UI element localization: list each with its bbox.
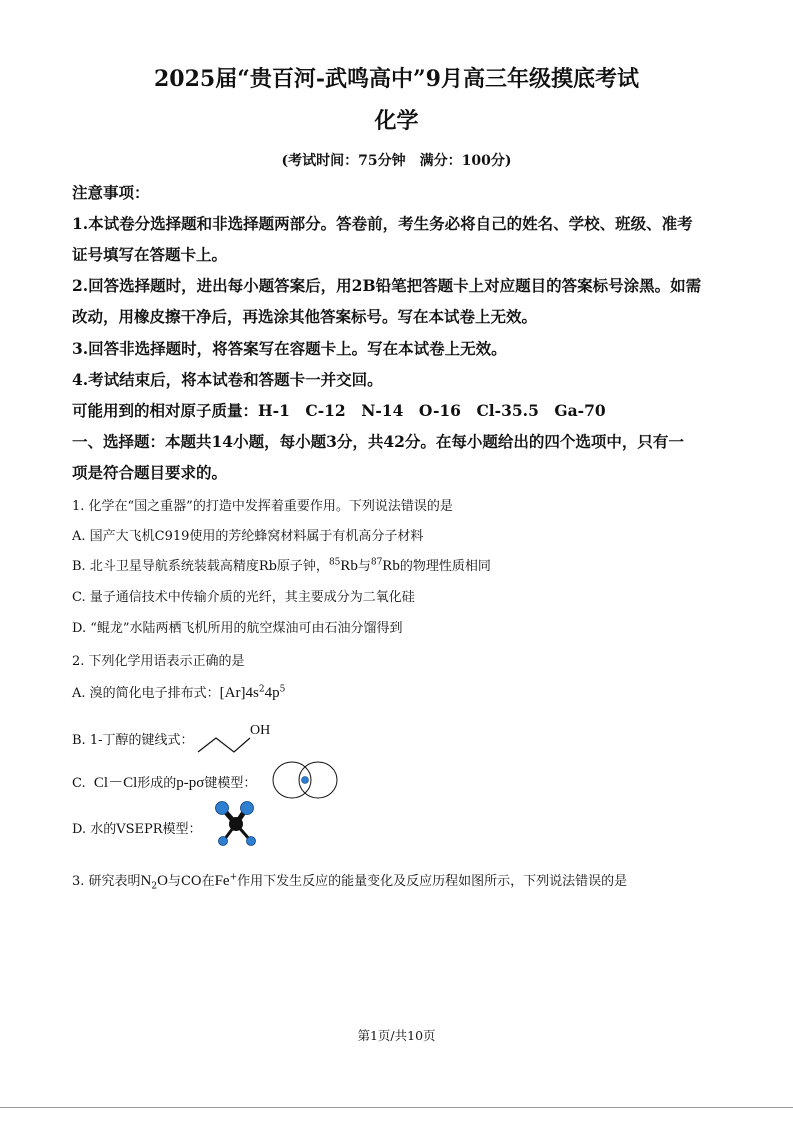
q2-option-c-mid: 形成的 xyxy=(137,776,177,791)
oxygen-atom xyxy=(229,817,243,831)
q1-element-rb-2: Rb xyxy=(382,558,400,574)
q3-stem-post: 作用下发生反应的能量变化及反应历程如图所示，下列说法错误的是 xyxy=(237,874,628,889)
q2-option-b-text: B. 1-丁醇的键线式： xyxy=(72,733,194,748)
butanol-oh-label: OH xyxy=(250,723,271,738)
q2-option-c-post: 键模型： xyxy=(204,776,257,791)
note-line-1: 1.本试卷分选择题和非选择题两部分。答卷前，考生务必将自己的姓名、学校、班级、准考 xyxy=(72,214,693,233)
q2-option-c xyxy=(72,771,256,792)
q1-option-b xyxy=(72,555,491,575)
q2-stem: 2. 下列化学用语表示正确的是 xyxy=(72,654,245,669)
q1-mass-85: 85 xyxy=(328,557,341,568)
q3-stem xyxy=(72,870,627,892)
q1-option-c: C. 量子通信技术中传输介质的光纤，其主要成分为二氧化硅 xyxy=(72,590,415,605)
note-line-5: 3.回答非选择题时，将答案写在容题卡上。写在本试卷上无效。 xyxy=(72,339,507,358)
lone-pair-lobe-2 xyxy=(241,802,254,815)
q2-config-4s: 4s xyxy=(245,685,259,701)
exam-title: 2025届“贵百河-武鸣高中”9月高三年级摸底考试 xyxy=(154,66,639,92)
hydrogen-atom-2 xyxy=(247,837,256,846)
q1-option-b-mid: 与 xyxy=(357,559,371,574)
q1-option-b-text: B. 北斗卫星导航系统装载高精度Rb原子钟， xyxy=(72,559,329,574)
q3-fe-charge: + xyxy=(229,872,238,883)
q3-n-sub: 2 xyxy=(151,881,158,892)
q3-fe: Fe xyxy=(214,873,230,889)
q2-config-4p-sup: 5 xyxy=(279,684,286,695)
q1-option-b-post: 的物理性质相同 xyxy=(399,559,491,574)
q2-config-4p: 4p xyxy=(264,685,280,701)
section-heading-line-1: 一、选择题：本题共14小题，每小题3分，共42分。在每小题给出的四个选项中，只有一 xyxy=(72,432,684,451)
subject-title: 化学 xyxy=(374,108,419,134)
q2-config-core: [Ar] xyxy=(219,685,246,701)
section-heading-line-2: 项是符合题目要求的。 xyxy=(72,463,228,482)
overlap-dot xyxy=(302,777,309,784)
atomic-mass-line: 可能用到的相对原子质量：H-1 C-12 N-14 O-16 Cl-35.5 Ga-70 xyxy=(72,401,606,420)
q1-option-d: D. “鲲龙”水陆两栖飞机所用的航空煤油可由石油分馏得到 xyxy=(72,621,403,636)
q2-option-c-label: C. xyxy=(72,776,86,791)
q2-config-4s-sup: 2 xyxy=(258,684,265,695)
q3-n: N xyxy=(140,873,152,889)
q2-option-a-text: A. 溴的简化电子排布式： xyxy=(72,686,220,701)
note-line-3: 2.回答选择题时，进出每小题答案后，用2B铅笔把答题卡上对应题目的答案标号涂黑。如需 xyxy=(72,276,702,295)
q1-option-a: A. 国产大飞机C919使用的芳纶蜂窝材料属于有机高分子材料 xyxy=(72,529,424,544)
bottom-divider xyxy=(0,1107,793,1108)
notes-heading: 注意事项： xyxy=(72,183,150,202)
q3-stem-mid: 与CO在 xyxy=(167,874,215,889)
note-line-6: 4.考试结束后，将本试卷和答题卡一并交回。 xyxy=(72,370,383,389)
hydrogen-atom-1 xyxy=(219,837,228,846)
q2-option-a xyxy=(72,682,285,702)
q2-cl-cl-formula: Cl－Cl xyxy=(93,775,138,791)
q1-element-rb-1: Rb xyxy=(340,558,358,574)
q2-bond-type: p-pσ xyxy=(176,775,205,791)
lone-pair-lobe-1 xyxy=(216,802,229,815)
q3-stem-pre: 3. 研究表明 xyxy=(72,874,141,889)
butanol-chain xyxy=(198,738,250,752)
q1-mass-87: 87 xyxy=(370,557,383,568)
q2-option-d-text: D. 水的VSEPR模型： xyxy=(72,822,202,837)
q3-o: O xyxy=(157,873,168,889)
p-p-sigma-bond-model xyxy=(272,760,338,800)
exam-meta: (考试时间：75分钟 满分：100分) xyxy=(281,153,512,169)
note-line-4: 改动，用橡皮擦干净后，再选涂其他答案标号。写在本试卷上无效。 xyxy=(72,307,538,326)
water-vsepr-model xyxy=(210,802,262,850)
note-line-2: 证号填写在答题卡上。 xyxy=(72,245,228,264)
page-footer: 第1页/共10页 xyxy=(357,1028,436,1043)
q1-stem: 1. 化学在“国之重器”的打造中发挥着重要作用。下列说法错误的是 xyxy=(72,499,453,514)
